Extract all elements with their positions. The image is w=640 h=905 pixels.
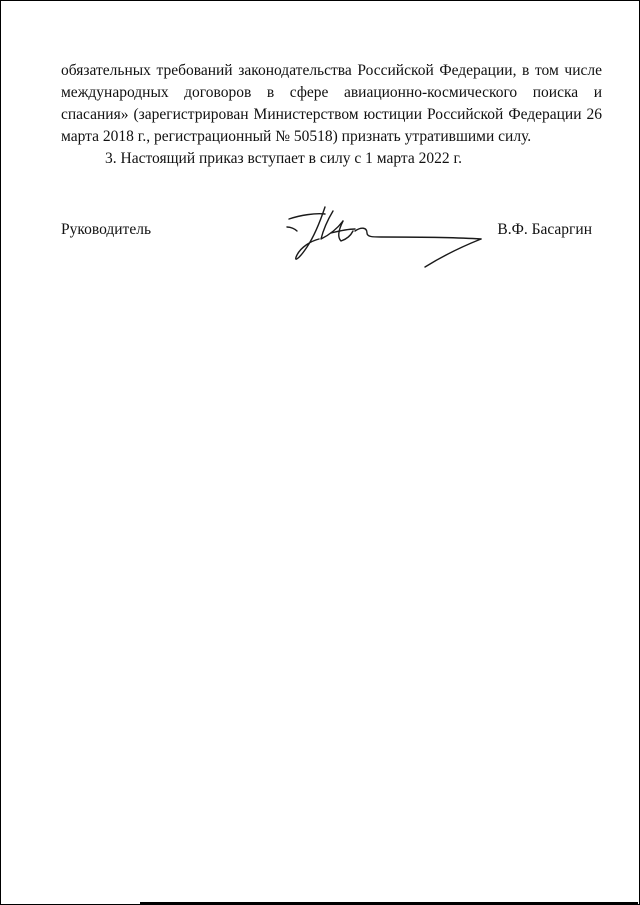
signer-title: Руководитель [61, 221, 152, 238]
signature-block [61, 221, 602, 291]
document-body [61, 60, 602, 170]
paragraph-effective-date: 3. Настоящий приказ вступает в силу с 1 марта 2022 г. [105, 150, 462, 167]
paragraph-continuation: обязательных требований законодательства Российской Федерации, в том числе международных договоров в сфере авиационно-космического поиска и спасания» (зарегистрирован Министерством юстиции Российской Федерации 26 марта 2018 г., регистрационный № 50518) признать утратившими силу. [61, 62, 602, 145]
signer-name: В.Ф. Басаргин [497, 221, 592, 238]
handwritten-signature-icon [281, 205, 501, 285]
scan-edge-strip [140, 902, 638, 904]
